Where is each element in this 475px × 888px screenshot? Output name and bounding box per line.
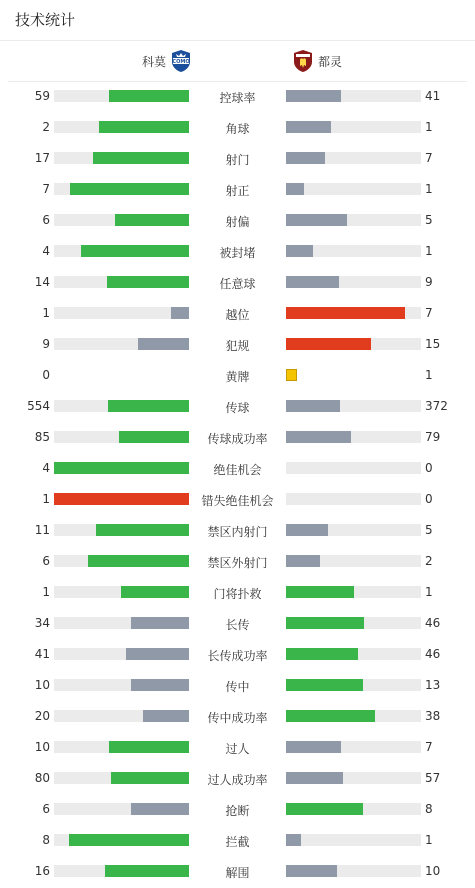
away-bar-track (286, 679, 421, 691)
away-value: 1 (425, 368, 433, 382)
away-value: 1 (425, 120, 433, 134)
away-value: 7 (425, 740, 433, 754)
home-bar-fill (119, 431, 189, 443)
stat-label: 任意球 (219, 277, 256, 291)
away-value: 1 (425, 833, 433, 847)
stat-label: 长传 (225, 618, 250, 632)
home-bar-track (54, 710, 189, 722)
away-bar-track (286, 152, 421, 164)
home-value: 85 (34, 430, 50, 444)
home-value: 9 (42, 337, 50, 351)
home-team[interactable] (138, 48, 192, 74)
away-bar-track (286, 524, 421, 536)
home-value: 1 (42, 306, 50, 320)
home-value: 6 (42, 213, 50, 227)
stat-row (0, 546, 475, 577)
away-value: 1 (425, 244, 433, 258)
away-value: 1 (425, 585, 433, 599)
stat-row (0, 670, 475, 701)
stat-row (0, 81, 475, 112)
away-bar-fill (286, 834, 301, 846)
stat-row (0, 701, 475, 732)
home-value: 10 (34, 740, 50, 754)
away-value: 9 (425, 275, 433, 289)
stat-row (0, 484, 475, 515)
away-bar-fill (286, 710, 375, 722)
stat-row (0, 391, 475, 422)
home-bar-fill (131, 679, 189, 691)
stat-row (0, 236, 475, 267)
home-bar-fill (69, 834, 189, 846)
away-bar-track (286, 338, 421, 350)
home-value: 41 (34, 647, 50, 661)
away-bar-track (286, 214, 421, 226)
home-bar-fill (126, 648, 189, 660)
stat-row (0, 453, 475, 484)
home-value: 59 (34, 89, 50, 103)
away-value: 38 (425, 709, 441, 723)
yellow-card-icon (286, 369, 297, 381)
away-bar-fill (286, 214, 347, 226)
divider (0, 40, 475, 41)
away-bar-fill (286, 617, 364, 629)
stat-label: 传球 (225, 401, 250, 415)
home-value: 6 (42, 802, 50, 816)
away-bar-track (286, 493, 421, 505)
away-bar-track (286, 462, 421, 474)
home-bar-track (54, 90, 189, 102)
away-team[interactable] (292, 48, 346, 74)
away-value: 372 (425, 399, 448, 413)
home-bar-track (54, 462, 189, 474)
away-bar-fill (286, 772, 343, 784)
stat-label: 解围 (225, 866, 250, 880)
page-title: 技术统计 (15, 11, 76, 29)
stat-row (0, 825, 475, 856)
stat-row (0, 515, 475, 546)
home-bar-track (54, 803, 189, 815)
away-bar-track (286, 183, 421, 195)
stat-row (0, 143, 475, 174)
stat-label: 射门 (225, 153, 250, 167)
home-value: 10 (34, 678, 50, 692)
away-bar-fill (286, 803, 363, 815)
stat-row (0, 577, 475, 608)
home-value: 7 (42, 182, 50, 196)
home-bar-fill (108, 400, 189, 412)
stat-label: 过人 (225, 742, 250, 756)
away-bar-fill (286, 741, 341, 753)
home-value: 20 (34, 709, 50, 723)
stat-row (0, 732, 475, 763)
stat-row (0, 856, 475, 887)
away-bar-fill (286, 648, 358, 660)
home-bar-track (54, 307, 189, 319)
away-bar-fill (286, 865, 337, 877)
stat-label: 传中 (225, 680, 250, 694)
stat-label: 犯规 (225, 339, 250, 353)
away-value: 7 (425, 151, 433, 165)
stat-row (0, 360, 475, 391)
away-value: 15 (425, 337, 441, 351)
home-value: 14 (34, 275, 50, 289)
stat-label: 黄牌 (225, 370, 250, 384)
away-bar-track (286, 865, 421, 877)
home-value: 8 (42, 833, 50, 847)
home-bar-track (54, 679, 189, 691)
away-value: 5 (425, 213, 433, 227)
away-value: 2 (425, 554, 433, 568)
home-bar-fill (171, 307, 189, 319)
home-bar-fill (115, 214, 189, 226)
away-team-name: 都灵 (318, 54, 343, 69)
home-bar-track (54, 493, 189, 505)
home-bar-fill (109, 90, 189, 102)
home-bar-track (54, 617, 189, 629)
away-bar-track (286, 90, 421, 102)
away-value: 46 (425, 616, 441, 630)
away-bar-track (286, 772, 421, 784)
stat-label: 射偏 (225, 215, 250, 229)
stat-label: 传球成功率 (207, 432, 268, 446)
away-bar-fill (286, 431, 351, 443)
away-bar-track (286, 617, 421, 629)
away-bar-fill (286, 276, 339, 288)
home-bar-track (54, 338, 189, 350)
away-bar-fill (286, 679, 363, 691)
home-bar-fill (143, 710, 189, 722)
away-bar-track (286, 369, 421, 381)
away-value: 8 (425, 802, 433, 816)
away-bar-fill (286, 152, 325, 164)
stat-label: 禁区外射门 (207, 556, 268, 570)
stat-row (0, 205, 475, 236)
stat-label: 抢断 (225, 804, 250, 818)
stat-row (0, 329, 475, 360)
away-value: 5 (425, 523, 433, 537)
away-value: 79 (425, 430, 441, 444)
stat-label: 被封堵 (219, 246, 256, 260)
home-bar-fill (54, 462, 189, 474)
stat-row (0, 639, 475, 670)
stat-label: 门将扑救 (213, 587, 262, 601)
home-value: 6 (42, 554, 50, 568)
away-bar-track (286, 307, 421, 319)
away-value: 41 (425, 89, 441, 103)
home-bar-fill (70, 183, 189, 195)
home-bar-fill (81, 245, 189, 257)
home-value: 554 (27, 399, 50, 413)
home-bar-track (54, 152, 189, 164)
home-bar-track (54, 214, 189, 226)
stat-label: 禁区内射门 (207, 525, 268, 539)
home-bar-fill (105, 865, 189, 877)
stat-label: 绝佳机会 (213, 463, 262, 477)
home-bar-track (54, 648, 189, 660)
away-bar-fill (286, 338, 371, 350)
away-bar-track (286, 276, 421, 288)
home-bar-track (54, 276, 189, 288)
away-bar-fill (286, 400, 340, 412)
home-bar-track (54, 524, 189, 536)
home-bar-fill (99, 121, 189, 133)
away-bar-track (286, 710, 421, 722)
home-bar-fill (138, 338, 189, 350)
home-value: 0 (42, 368, 50, 382)
stat-label: 错失绝佳机会 (201, 494, 274, 508)
stat-label: 射正 (225, 184, 250, 198)
away-value: 13 (425, 678, 441, 692)
away-bar-track (286, 803, 421, 815)
home-value: 4 (42, 461, 50, 475)
away-bar-track (286, 834, 421, 846)
home-value: 11 (34, 523, 50, 537)
stats-list (0, 81, 475, 887)
away-bar-track (286, 245, 421, 257)
stat-label: 拦截 (225, 835, 250, 849)
home-bar-fill (131, 617, 189, 629)
away-value: 57 (425, 771, 441, 785)
away-bar-fill (286, 245, 313, 257)
away-bar-fill (286, 183, 304, 195)
stat-row (0, 298, 475, 329)
como-crest-icon (170, 49, 192, 73)
stat-row (0, 112, 475, 143)
stat-row (0, 763, 475, 794)
home-team-name: 科莫 (142, 54, 167, 69)
home-bar-track (54, 741, 189, 753)
away-value: 46 (425, 647, 441, 661)
away-bar-fill (286, 524, 328, 536)
home-bar-track (54, 121, 189, 133)
away-bar-track (286, 121, 421, 133)
home-bar-fill (88, 555, 189, 567)
torino-crest-icon (292, 49, 314, 73)
home-value: 34 (34, 616, 50, 630)
away-bar-track (286, 741, 421, 753)
stat-row (0, 422, 475, 453)
home-bar-fill (111, 772, 189, 784)
away-bar-fill (286, 121, 331, 133)
home-bar-fill (131, 803, 189, 815)
away-bar-fill (286, 555, 320, 567)
home-bar-fill (96, 524, 189, 536)
stat-label: 长传成功率 (207, 649, 268, 663)
away-bar-track (286, 431, 421, 443)
home-bar-fill (121, 586, 189, 598)
stat-row (0, 794, 475, 825)
stat-label: 传中成功率 (207, 711, 268, 725)
away-bar-track (286, 648, 421, 660)
home-value: 1 (42, 585, 50, 599)
stat-row (0, 267, 475, 298)
home-bar-track (54, 865, 189, 877)
home-bar-track (54, 369, 189, 381)
away-bar-track (286, 555, 421, 567)
home-bar-track (54, 183, 189, 195)
away-bar-fill (286, 586, 354, 598)
home-bar-fill (93, 152, 189, 164)
home-bar-fill (54, 493, 189, 505)
home-bar-track (54, 586, 189, 598)
home-bar-fill (107, 276, 189, 288)
away-bar-fill (286, 307, 405, 319)
home-value: 4 (42, 244, 50, 258)
stat-label: 越位 (225, 308, 250, 322)
away-bar-fill (286, 90, 341, 102)
away-bar-track (286, 586, 421, 598)
home-value: 2 (42, 120, 50, 134)
away-value: 0 (425, 492, 433, 506)
away-bar-track (286, 400, 421, 412)
home-value: 16 (34, 864, 50, 878)
home-value: 17 (34, 151, 50, 165)
home-bar-track (54, 555, 189, 567)
away-value: 1 (425, 182, 433, 196)
away-value: 7 (425, 306, 433, 320)
stat-label: 过人成功率 (207, 773, 268, 787)
stat-label: 控球率 (219, 91, 256, 105)
home-bar-track (54, 245, 189, 257)
svg-text:COMO: COMO (172, 59, 190, 65)
stat-row (0, 608, 475, 639)
home-bar-track (54, 431, 189, 443)
home-bar-track (54, 834, 189, 846)
stat-row (0, 174, 475, 205)
home-bar-track (54, 772, 189, 784)
away-value: 10 (425, 864, 441, 878)
home-value: 1 (42, 492, 50, 506)
home-bar-track (54, 400, 189, 412)
home-bar-fill (109, 741, 189, 753)
home-value: 80 (34, 771, 50, 785)
away-value: 0 (425, 461, 433, 475)
stat-label: 角球 (225, 122, 250, 136)
